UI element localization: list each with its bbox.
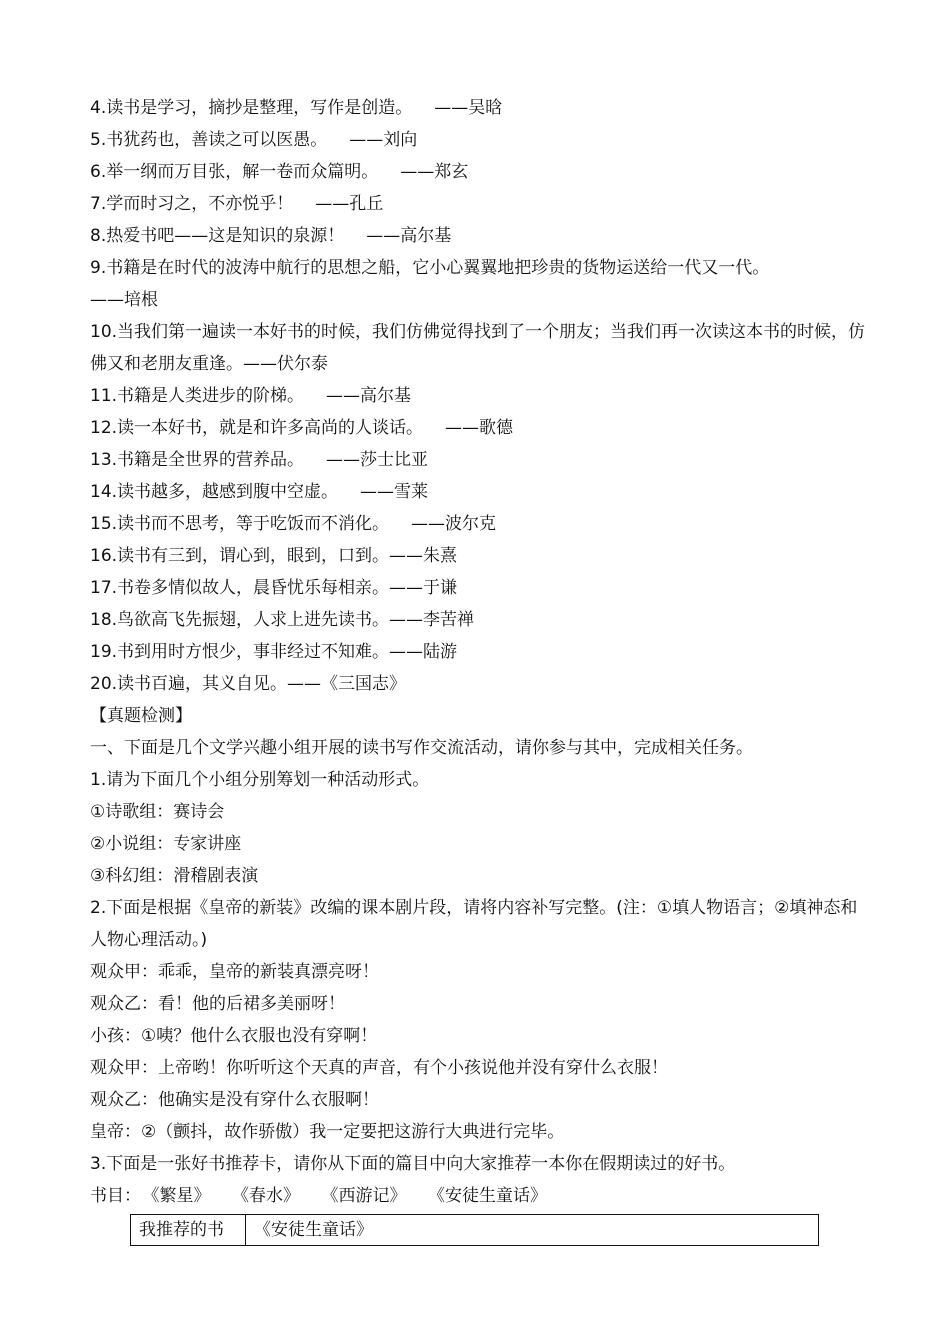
section-intro: 一、下面是几个文学兴趣小组开展的读书写作交流活动，请你参与其中，完成相关任务。 <box>90 738 753 758</box>
script-line: 观众甲：乖乖，皇帝的新装真漂亮呀！ <box>90 962 379 982</box>
quote-line: 9.书籍是在时代的波涛中航行的思想之船，它小心翼翼地把珍贵的货物运送给一代又一代。 <box>90 258 770 278</box>
quote-author-line: ——培根 <box>90 290 158 310</box>
quote-line: 20.读书百遍，其义自见。——《三国志》 <box>90 674 407 694</box>
book-item: 《繁星》 <box>151 1186 211 1206</box>
question-3-prompt: 3.下面是一张好书推荐卡，请你从下面的篇目中向大家推荐一本你在假期读过的好书。 <box>90 1154 736 1174</box>
script-line: 观众乙：看！他的后裙多美丽呀！ <box>90 994 345 1014</box>
script-line: 观众乙：他确实是没有穿什么衣服啊！ <box>90 1090 379 1110</box>
section-title: 【真题检测】 <box>90 706 192 726</box>
question-1-prompt: 1.请为下面几个小组分别筹划一种活动形式。 <box>90 770 430 790</box>
quote-line: 14.读书越多，越感到腹中空虚。 ——雪莱 <box>90 482 429 502</box>
question-2-prompt: 2.下面是根据《皇帝的新装》改编的课本剧片段，请将内容补写完整。(注：①填人物语言；②填神态和人物心理活动。) <box>90 898 858 950</box>
book-item: 《安徒生童话》 <box>436 1186 547 1206</box>
recommendation-card <box>130 1214 819 1246</box>
book-list <box>90 1180 870 1212</box>
quote-line: 18.鸟欲高飞先振翅，人求上进先读书。——李苦禅 <box>90 610 475 630</box>
quote-line: 11.书籍是人类进步的阶梯。 ——高尔基 <box>90 386 412 406</box>
quote-line: 15.读书而不思考，等于吃饭而不消化。 ——波尔克 <box>90 514 497 534</box>
script-line: 皇帝：②（颤抖，故作骄傲）我一定要把这游行大典进行完毕。 <box>90 1122 565 1142</box>
script-line: 观众甲：上帝哟！你听听这个天真的声音，有个小孩说他并没有穿什么衣服！ <box>90 1058 668 1078</box>
quote-line: 6.举一纲而万目张，解一卷而众篇明。 ——郑玄 <box>90 162 469 182</box>
quote-line: 19.书到用时方恨少，事非经过不知难。——陆游 <box>90 642 458 662</box>
quote-line: 4.读书是学习，摘抄是整理，写作是创造。 ——吴晗 <box>90 98 503 118</box>
quote-line: 8.热爱书吧——这是知识的泉源！ ——高尔基 <box>90 226 452 246</box>
question-1-answer: ②小说组：专家讲座 <box>90 834 242 854</box>
table-row <box>131 1215 819 1246</box>
recommendation-value: 《安徒生童话》 <box>246 1215 819 1246</box>
document-content <box>90 92 870 1246</box>
question-1-answer: ③科幻组：滑稽剧表演 <box>90 866 259 886</box>
book-item: 《西游记》 <box>330 1186 407 1206</box>
quote-line: 5.书犹药也，善读之可以医愚。 ——刘向 <box>90 130 418 150</box>
quote-line: 10.当我们第一遍读一本好书的时候，我们仿佛觉得找到了一个朋友；当我们再一次读这本书的时候，仿佛又和老朋友重逢。——伏尔泰 <box>90 322 866 374</box>
question-1-answer: ①诗歌组：赛诗会 <box>90 802 225 822</box>
quote-line: 17.书卷多情似故人，晨昏忧乐每相亲。——于谦 <box>90 578 458 598</box>
quote-line: 16.读书有三到，谓心到，眼到，口到。——朱熹 <box>90 546 458 566</box>
book-list-label: 书目： <box>90 1186 141 1206</box>
script-line: 小孩：①咦？他什么衣服也没有穿啊！ <box>90 1026 378 1046</box>
quote-line: 7.学而时习之，不亦悦乎！ ——孔丘 <box>90 194 384 214</box>
book-item: 《春水》 <box>240 1186 300 1206</box>
quote-line: 13.书籍是全世界的营养品。 ——莎士比亚 <box>90 450 429 470</box>
quote-line: 12.读一本好书，就是和许多高尚的人谈话。 ——歌德 <box>90 418 514 438</box>
recommendation-header: 我推荐的书 <box>131 1215 246 1246</box>
